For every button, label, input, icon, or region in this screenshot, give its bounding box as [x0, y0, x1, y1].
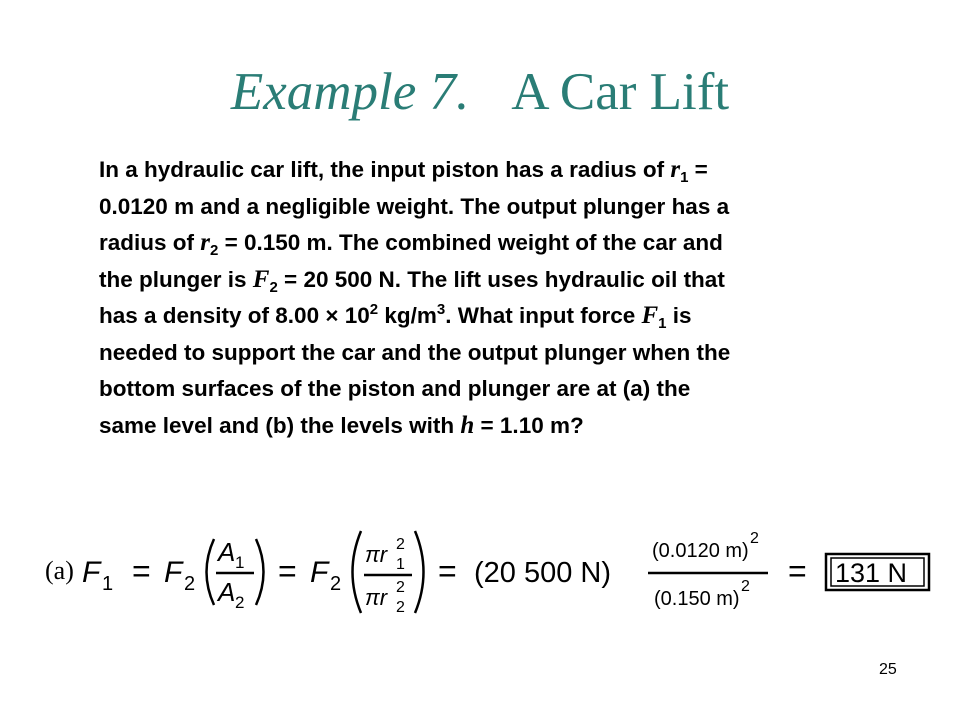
problem-line-5	[99, 298, 919, 335]
eq-sub-2: 2	[184, 573, 196, 595]
eq-pi-r: πr	[365, 585, 388, 610]
eq-equals: =	[132, 553, 151, 589]
problem-text: is	[666, 303, 692, 328]
eq-sup-2: 2	[741, 578, 750, 595]
eq-sub-1: 1	[102, 573, 114, 595]
problem-text: = 0.150 m. The combined weight of the car and	[218, 230, 723, 255]
subscript-2: 2	[269, 278, 278, 296]
eq-symbol-F: F	[82, 556, 101, 589]
problem-text: In a hydraulic car lift, the input piston has a radius of	[99, 157, 671, 182]
symbol-r: r	[200, 229, 210, 256]
symbol-h: h	[460, 411, 475, 439]
eq-symbol-F: F	[164, 556, 183, 589]
eq-sup-2: 2	[396, 579, 405, 596]
subscript-1: 1	[658, 315, 667, 332]
subscript-1: 1	[680, 169, 689, 186]
eq-pi-r: πr	[365, 542, 388, 567]
eq-paren-left	[207, 539, 215, 605]
problem-line-8	[99, 408, 919, 445]
superscript-3: 3	[436, 301, 446, 318]
eq-paren-right	[415, 531, 424, 613]
eq-sub-2: 2	[330, 573, 342, 595]
part-a-label: (a)	[45, 556, 74, 585]
eq-r1-value: (0.0120 m)	[652, 540, 749, 562]
symbol-F: F	[252, 265, 270, 293]
eq-sub-2: 2	[396, 599, 405, 616]
eq-r2-value: (0.150 m)	[654, 588, 740, 610]
problem-text: same level and (b) the levels with	[99, 412, 461, 438]
problem-line-2: 0.0120 m and a negligible weight. The output plunger has a	[99, 193, 730, 219]
eq-result: 131 N	[835, 558, 908, 588]
problem-text: . What input force	[445, 303, 642, 328]
subscript-2: 2	[210, 242, 219, 259]
eq-symbol-A: A	[218, 577, 236, 607]
solution-equation	[80, 513, 940, 628]
eq-equals: =	[788, 553, 807, 589]
superscript-2: 2	[369, 301, 379, 318]
problem-text: radius of	[99, 230, 201, 255]
symbol-F: F	[641, 302, 659, 329]
problem-line-4	[99, 262, 919, 299]
problem-line-7: bottom surfaces of the piston and plunger are at (a) the	[99, 376, 691, 401]
eq-symbol-A: A	[218, 537, 236, 567]
eq-sub-2: 2	[235, 593, 245, 612]
problem-line-1	[99, 152, 919, 189]
problem-statement	[99, 152, 919, 444]
problem-line-3	[99, 225, 919, 262]
eq-sup-2: 2	[396, 536, 405, 553]
eq-sub-1: 1	[396, 556, 405, 573]
page-number: 25	[879, 661, 897, 678]
eq-paren-right	[256, 539, 264, 605]
symbol-r: r	[670, 156, 681, 183]
eq-sub-1: 1	[235, 553, 245, 572]
eq-given-force: (20 500 N)	[474, 557, 612, 589]
eq-sup-2: 2	[750, 530, 759, 547]
title-example: Example 7.	[230, 63, 470, 121]
problem-text: = 1.10 m?	[474, 412, 584, 438]
problem-text: has a density of 8.00 × 10	[99, 303, 370, 328]
problem-text: =	[688, 157, 708, 182]
title-topic: A Car Lift	[511, 63, 730, 121]
eq-equals: =	[438, 553, 457, 589]
problem-text: the plunger is	[99, 266, 253, 292]
problem-text: kg/m	[378, 303, 437, 328]
eq-symbol-F: F	[310, 556, 329, 589]
problem-line-6: needed to support the car and the output plunger when the	[99, 339, 731, 365]
problem-text: = 20 500 N. The lift uses hydraulic oil that	[277, 266, 725, 292]
eq-equals: =	[278, 553, 297, 589]
eq-paren-left	[353, 531, 362, 613]
slide-title	[0, 62, 960, 122]
